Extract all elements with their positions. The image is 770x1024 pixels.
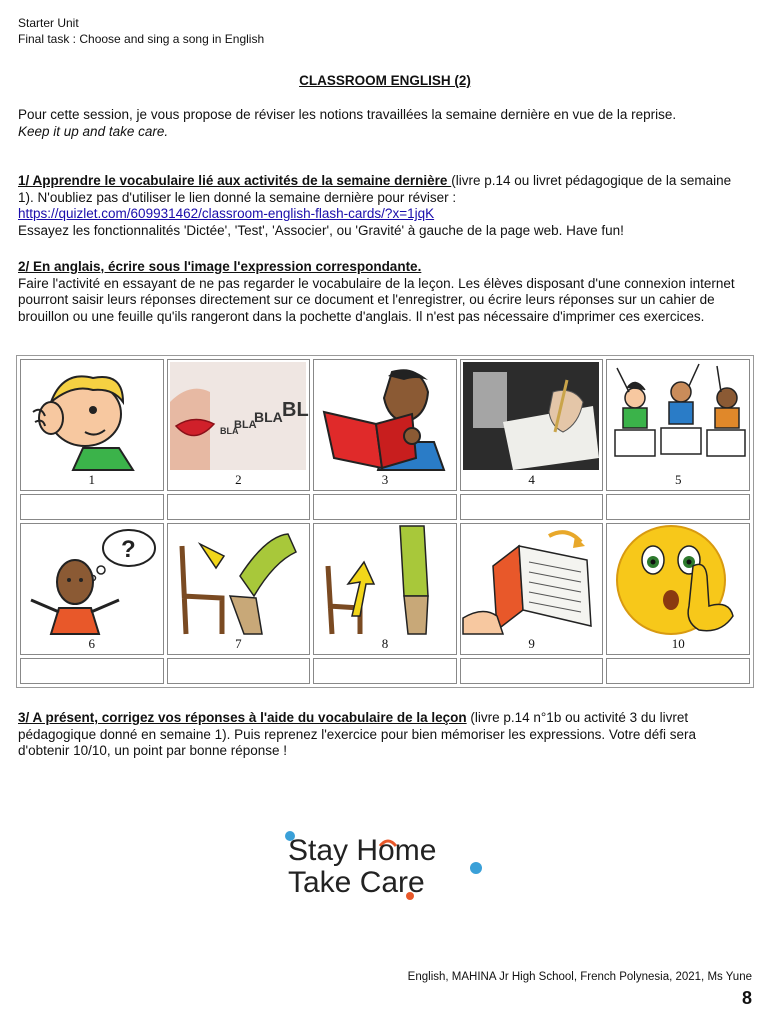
intro-paragraph <box>18 107 748 140</box>
picture-number: 5 <box>674 472 682 487</box>
section3-paragraph <box>18 710 748 760</box>
picture-cell-8 <box>313 523 457 655</box>
page-title: CLASSROOM ENGLISH (2) <box>299 73 471 88</box>
section1-paragraph <box>18 173 748 239</box>
sit-down-icon <box>170 526 306 634</box>
section3-heading: 3/ A présent, corrigez vos réponses à l'aide du vocabulaire de la leçon <box>18 710 467 725</box>
picture-cell-4 <box>460 359 604 491</box>
answer-field-1[interactable] <box>20 494 164 520</box>
stay-home-logo <box>280 826 490 902</box>
section2-heading: 2/ En anglais, écrire sous l'image l'expression correspondante. <box>18 259 422 274</box>
picture-cell-10 <box>606 523 750 655</box>
answer-field-8[interactable] <box>313 658 457 684</box>
bla-word-1: BLA <box>219 426 239 436</box>
page-number: 8 <box>741 988 752 1008</box>
reading-boy-icon <box>316 362 452 470</box>
picture-cell-7 <box>167 523 311 655</box>
answer-field-7[interactable] <box>167 658 311 684</box>
answer-field-4[interactable] <box>460 494 604 520</box>
writing-hand-icon <box>463 362 599 470</box>
exercise-grid <box>16 355 754 688</box>
answer-field-2[interactable] <box>167 494 311 520</box>
bla-word-4: BL <box>281 399 309 421</box>
quizlet-link[interactable]: https://quizlet.com/609931462/classroom-english-flash-cards/?x=1jqK <box>18 206 435 221</box>
section2-paragraph <box>18 259 748 325</box>
header-final-task: Final task : Choose and sing a song in English <box>18 32 265 46</box>
question-mark: ? <box>121 536 136 563</box>
section1-text: (livre p.14 ou livret pédagogique de la semaine 1). N'oubliez pas d'utiliser le lien donné la semaine dernière pour réviser : <box>18 173 732 205</box>
picture-number: 10 <box>671 636 685 651</box>
picture-cell-3 <box>313 359 457 491</box>
raised-hands-icon <box>609 362 745 470</box>
answer-field-3[interactable] <box>313 494 457 520</box>
section3-text: (livre p.14 n°1b ou activité 3 du livret pédagogique donné en semaine 1). Puis reprenez l'exercice pour bien mémoriser les expressions. Votre défi sera d'obtenir 10/10, un point par bonne réponse ! <box>18 710 696 758</box>
answer-field-5[interactable] <box>606 494 750 520</box>
stand-up-icon <box>316 526 452 634</box>
section2-text: Faire l'activité en essayant de ne pas regarder le vocabulaire de la leçon. Les élèves disposant d'une connexion internet pourront saisir leurs réponses directement sur ce document et l'enregistrer, ou écrire leurs réponses sur un cahier de brouillon ou une feuille qu'ils rangeront dans la pochette d'anglais. Il n'est pas nécessaire d'imprimer ces exercices. <box>18 275 735 324</box>
logo-line1: Stay Home <box>288 834 437 867</box>
open-book-icon <box>463 526 599 634</box>
logo-line2: Take Care <box>288 866 425 899</box>
section1-heading: 1/ Apprendre le vocabulaire lié aux activités de la semaine dernière <box>18 173 452 188</box>
picture-number: 6 <box>88 636 96 651</box>
picture-number: 8 <box>381 636 389 651</box>
picture-number: 1 <box>88 472 96 487</box>
answer-field-10[interactable] <box>606 658 750 684</box>
listening-boy-icon <box>23 362 159 470</box>
answer-field-9[interactable] <box>460 658 604 684</box>
section1-text2: Essayez les fonctionnalités 'Dictée', 'Test', 'Associer', ou 'Gravité' à gauche de la page web. Have fun! <box>18 222 624 238</box>
picture-number: 3 <box>381 472 389 487</box>
header-unit: Starter Unit <box>18 16 79 30</box>
intro-text: Pour cette session, je vous propose de réviser les notions travaillées la semaine dernière en vue de la reprise. <box>18 107 677 122</box>
picture-number: 4 <box>528 472 535 487</box>
picture-cell-9 <box>460 523 604 655</box>
intro-italic: Keep it up and take care. <box>18 123 169 139</box>
question-girl-icon <box>23 526 159 634</box>
bla-word-3: BLA <box>253 409 283 425</box>
bla-word-2: BLA <box>233 419 257 431</box>
picture-cell-1 <box>20 359 164 491</box>
picture-cell-6 <box>20 523 164 655</box>
picture-cell-2 <box>167 359 311 491</box>
answer-field-6[interactable] <box>20 658 164 684</box>
picture-cell-5 <box>606 359 750 491</box>
quiet-smiley-icon <box>609 526 745 634</box>
talking-mouth-icon <box>170 362 309 470</box>
picture-number: 2 <box>235 472 242 487</box>
picture-number: 7 <box>235 636 242 651</box>
picture-number: 9 <box>528 636 535 651</box>
footer-credit: English, MAHINA Jr High School, French Polynesia, 2021, Ms Yune <box>407 971 752 983</box>
